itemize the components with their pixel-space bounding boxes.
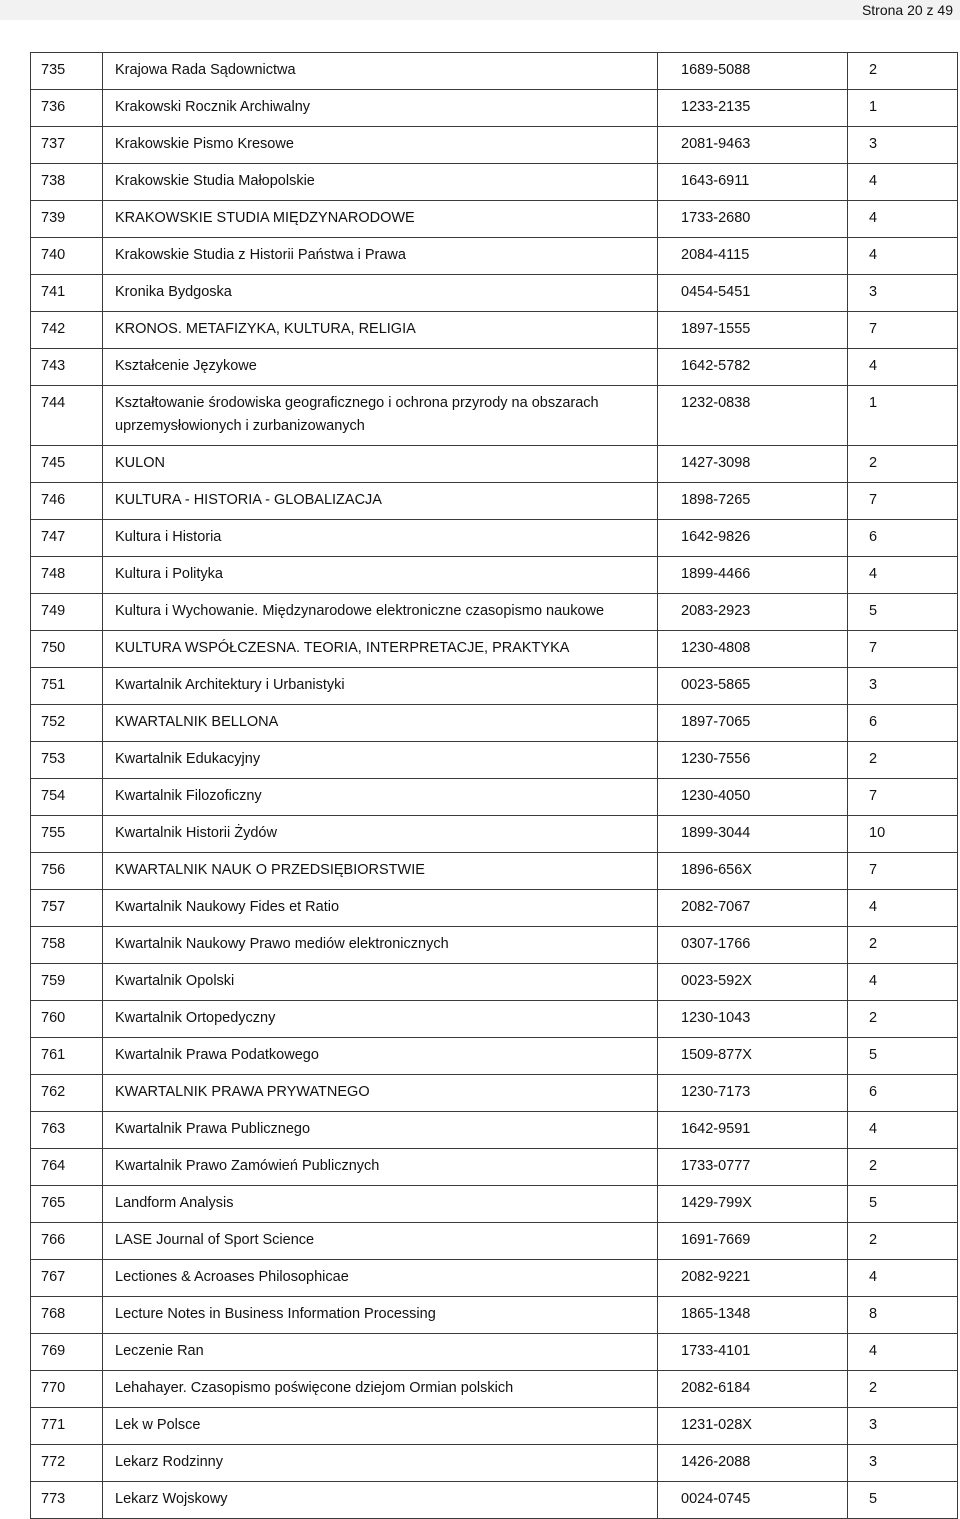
table-row [31, 1482, 958, 1519]
journal-title-cell: Kształcenie Językowe [103, 349, 658, 386]
points-cell: 2 [848, 446, 958, 483]
points-cell: 4 [848, 557, 958, 594]
points-cell: 5 [848, 1038, 958, 1075]
table-row [31, 1445, 958, 1482]
table-row [31, 1371, 958, 1408]
row-number-cell: 755 [31, 816, 103, 853]
issn-cell: 2082-9221 [658, 1260, 848, 1297]
journal-title-cell: Lek w Polsce [103, 1408, 658, 1445]
table-row [31, 127, 958, 164]
journal-title-cell: Kwartalnik Prawo Zamówień Publicznych [103, 1149, 658, 1186]
table-row [31, 1038, 958, 1075]
row-number-cell: 771 [31, 1408, 103, 1445]
issn-cell: 1733-0777 [658, 1149, 848, 1186]
journal-title-cell: KULTURA WSPÓŁCZESNA. TEORIA, INTERPRETACJE, PRAKTYKA [103, 631, 658, 668]
issn-cell: 1898-7265 [658, 483, 848, 520]
row-number-cell: 744 [31, 386, 103, 446]
issn-cell: 1230-1043 [658, 1001, 848, 1038]
issn-cell: 0307-1766 [658, 927, 848, 964]
issn-cell: 1230-4808 [658, 631, 848, 668]
row-number-cell: 745 [31, 446, 103, 483]
issn-cell: 1642-9591 [658, 1112, 848, 1149]
table-row [31, 164, 958, 201]
table-body [31, 53, 958, 1519]
points-cell: 10 [848, 816, 958, 853]
points-cell: 4 [848, 1112, 958, 1149]
points-cell: 2 [848, 742, 958, 779]
issn-cell: 1230-4050 [658, 779, 848, 816]
points-cell: 3 [848, 1445, 958, 1482]
points-cell: 2 [848, 1149, 958, 1186]
row-number-cell: 743 [31, 349, 103, 386]
row-number-cell: 746 [31, 483, 103, 520]
issn-cell: 1230-7556 [658, 742, 848, 779]
row-number-cell: 754 [31, 779, 103, 816]
row-number-cell: 739 [31, 201, 103, 238]
issn-cell: 0023-5865 [658, 668, 848, 705]
row-number-cell: 760 [31, 1001, 103, 1038]
journal-title-cell: Kwartalnik Architektury i Urbanistyki [103, 668, 658, 705]
issn-cell: 1643-6911 [658, 164, 848, 201]
points-cell: 8 [848, 1297, 958, 1334]
journal-title-cell: Krakowskie Studia Małopolskie [103, 164, 658, 201]
journal-title-cell: KULTURA - HISTORIA - GLOBALIZACJA [103, 483, 658, 520]
row-number-cell: 757 [31, 890, 103, 927]
row-number-cell: 748 [31, 557, 103, 594]
issn-cell: 1691-7669 [658, 1223, 848, 1260]
table-row [31, 238, 958, 275]
journal-title-cell: Kwartalnik Edukacyjny [103, 742, 658, 779]
row-number-cell: 772 [31, 1445, 103, 1482]
table-row [31, 927, 958, 964]
row-number-cell: 751 [31, 668, 103, 705]
table-row [31, 386, 958, 446]
journal-title-cell: Lehahayer. Czasopismo poświęcone dziejom Ormian polskich [103, 1371, 658, 1408]
table-row [31, 1149, 958, 1186]
points-cell: 5 [848, 1186, 958, 1223]
journal-title-cell: Lekarz Wojskowy [103, 1482, 658, 1519]
journal-title-cell: KWARTALNIK PRAWA PRYWATNEGO [103, 1075, 658, 1112]
issn-cell: 1897-1555 [658, 312, 848, 349]
journal-title-cell: Kultura i Historia [103, 520, 658, 557]
points-cell: 4 [848, 164, 958, 201]
row-number-cell: 747 [31, 520, 103, 557]
journal-title-cell: Kwartalnik Opolski [103, 964, 658, 1001]
row-number-cell: 770 [31, 1371, 103, 1408]
journal-title-cell: KRONOS. METAFIZYKA, KULTURA, RELIGIA [103, 312, 658, 349]
page-header [0, 0, 960, 20]
issn-cell: 1642-5782 [658, 349, 848, 386]
row-number-cell: 737 [31, 127, 103, 164]
journal-title-cell: Lectiones & Acroases Philosophicae [103, 1260, 658, 1297]
points-cell: 4 [848, 238, 958, 275]
table-row [31, 201, 958, 238]
journal-title-cell: Krakowski Rocznik Archiwalny [103, 90, 658, 127]
points-cell: 4 [848, 964, 958, 1001]
table-row [31, 964, 958, 1001]
table-row [31, 53, 958, 90]
row-number-cell: 762 [31, 1075, 103, 1112]
points-cell: 3 [848, 1408, 958, 1445]
points-cell: 6 [848, 705, 958, 742]
journal-title-cell: Kultura i Polityka [103, 557, 658, 594]
row-number-cell: 773 [31, 1482, 103, 1519]
table-row [31, 816, 958, 853]
points-cell: 3 [848, 275, 958, 312]
issn-cell: 1426-2088 [658, 1445, 848, 1482]
points-cell: 5 [848, 594, 958, 631]
issn-cell: 1899-4466 [658, 557, 848, 594]
issn-cell: 0023-592X [658, 964, 848, 1001]
row-number-cell: 756 [31, 853, 103, 890]
journal-table [30, 52, 958, 1519]
journal-title-cell: Kwartalnik Naukowy Fides et Ratio [103, 890, 658, 927]
points-cell: 1 [848, 386, 958, 446]
issn-cell: 1427-3098 [658, 446, 848, 483]
table-row [31, 520, 958, 557]
row-number-cell: 763 [31, 1112, 103, 1149]
points-cell: 5 [848, 1482, 958, 1519]
table-row [31, 1223, 958, 1260]
table-row [31, 483, 958, 520]
table-row [31, 1186, 958, 1223]
table-row [31, 1334, 958, 1371]
journal-title-cell: Kwartalnik Historii Żydów [103, 816, 658, 853]
row-number-cell: 761 [31, 1038, 103, 1075]
issn-cell: 1899-3044 [658, 816, 848, 853]
issn-cell: 1897-7065 [658, 705, 848, 742]
row-number-cell: 741 [31, 275, 103, 312]
row-number-cell: 740 [31, 238, 103, 275]
points-cell: 4 [848, 1334, 958, 1371]
journal-title-cell: Kultura i Wychowanie. Międzynarodowe elektroniczne czasopismo naukowe [103, 594, 658, 631]
table-row [31, 1297, 958, 1334]
points-cell: 2 [848, 1001, 958, 1038]
table-row [31, 1408, 958, 1445]
points-cell: 4 [848, 349, 958, 386]
table-row [31, 312, 958, 349]
issn-cell: 2082-6184 [658, 1371, 848, 1408]
issn-cell: 1230-7173 [658, 1075, 848, 1112]
table-row [31, 705, 958, 742]
issn-cell: 1733-2680 [658, 201, 848, 238]
points-cell: 7 [848, 312, 958, 349]
issn-cell: 2082-7067 [658, 890, 848, 927]
journal-title-cell: KWARTALNIK BELLONA [103, 705, 658, 742]
journal-title-cell: Leczenie Ran [103, 1334, 658, 1371]
table-row [31, 742, 958, 779]
row-number-cell: 742 [31, 312, 103, 349]
table-row [31, 349, 958, 386]
journal-title-cell: Kwartalnik Prawa Podatkowego [103, 1038, 658, 1075]
points-cell: 4 [848, 1260, 958, 1297]
points-cell: 3 [848, 127, 958, 164]
journal-title-cell: Krakowskie Pismo Kresowe [103, 127, 658, 164]
issn-cell: 1689-5088 [658, 53, 848, 90]
journal-title-cell: KULON [103, 446, 658, 483]
journal-title-cell: Kształtowanie środowiska geograficznego i ochrona przyrody na obszarach uprzemysłowionych i zurbanizowanych [103, 386, 658, 446]
journal-title-cell: Kwartalnik Prawa Publicznego [103, 1112, 658, 1149]
journal-title-cell: Kwartalnik Naukowy Prawo mediów elektronicznych [103, 927, 658, 964]
page-number: Strona 20 z 49 [861, 2, 953, 18]
table-row [31, 1260, 958, 1297]
journal-title-cell: Krajowa Rada Sądownictwa [103, 53, 658, 90]
row-number-cell: 758 [31, 927, 103, 964]
row-number-cell: 768 [31, 1297, 103, 1334]
table-row [31, 1112, 958, 1149]
issn-cell: 1642-9826 [658, 520, 848, 557]
issn-cell: 1733-4101 [658, 1334, 848, 1371]
journal-title-cell: Kwartalnik Filozoficzny [103, 779, 658, 816]
row-number-cell: 738 [31, 164, 103, 201]
issn-cell: 1231-028X [658, 1408, 848, 1445]
issn-cell: 2084-4115 [658, 238, 848, 275]
issn-cell: 0024-0745 [658, 1482, 848, 1519]
journal-title-cell: Kronika Bydgoska [103, 275, 658, 312]
table-row [31, 890, 958, 927]
table-row [31, 1001, 958, 1038]
row-number-cell: 769 [31, 1334, 103, 1371]
journal-title-cell: Kwartalnik Ortopedyczny [103, 1001, 658, 1038]
table-row [31, 275, 958, 312]
journal-title-cell: KWARTALNIK NAUK O PRZEDSIĘBIORSTWIE [103, 853, 658, 890]
points-cell: 7 [848, 483, 958, 520]
points-cell: 7 [848, 853, 958, 890]
points-cell: 6 [848, 520, 958, 557]
row-number-cell: 766 [31, 1223, 103, 1260]
row-number-cell: 736 [31, 90, 103, 127]
table-row [31, 668, 958, 705]
issn-cell: 1233-2135 [658, 90, 848, 127]
issn-cell: 2081-9463 [658, 127, 848, 164]
table-row [31, 1075, 958, 1112]
table-row [31, 853, 958, 890]
points-cell: 2 [848, 53, 958, 90]
row-number-cell: 752 [31, 705, 103, 742]
table-row [31, 557, 958, 594]
row-number-cell: 767 [31, 1260, 103, 1297]
row-number-cell: 750 [31, 631, 103, 668]
issn-cell: 0454-5451 [658, 275, 848, 312]
table-row [31, 90, 958, 127]
row-number-cell: 735 [31, 53, 103, 90]
table-row [31, 594, 958, 631]
journal-title-cell: LASE Journal of Sport Science [103, 1223, 658, 1260]
points-cell: 2 [848, 927, 958, 964]
points-cell: 7 [848, 779, 958, 816]
row-number-cell: 765 [31, 1186, 103, 1223]
issn-cell: 1509-877X [658, 1038, 848, 1075]
points-cell: 6 [848, 1075, 958, 1112]
points-cell: 3 [848, 668, 958, 705]
table-row [31, 779, 958, 816]
points-cell: 1 [848, 90, 958, 127]
journal-title-cell: Lekarz Rodzinny [103, 1445, 658, 1482]
row-number-cell: 764 [31, 1149, 103, 1186]
points-cell: 7 [848, 631, 958, 668]
issn-cell: 1232-0838 [658, 386, 848, 446]
table-row [31, 446, 958, 483]
issn-cell: 2083-2923 [658, 594, 848, 631]
points-cell: 2 [848, 1223, 958, 1260]
row-number-cell: 749 [31, 594, 103, 631]
journal-title-cell: Landform Analysis [103, 1186, 658, 1223]
row-number-cell: 759 [31, 964, 103, 1001]
points-cell: 2 [848, 1371, 958, 1408]
table-row [31, 631, 958, 668]
journal-title-cell: Krakowskie Studia z Historii Państwa i Prawa [103, 238, 658, 275]
journal-title-cell: Lecture Notes in Business Information Processing [103, 1297, 658, 1334]
issn-cell: 1429-799X [658, 1186, 848, 1223]
journal-title-cell: KRAKOWSKIE STUDIA MIĘDZYNARODOWE [103, 201, 658, 238]
row-number-cell: 753 [31, 742, 103, 779]
issn-cell: 1865-1348 [658, 1297, 848, 1334]
points-cell: 4 [848, 201, 958, 238]
points-cell: 4 [848, 890, 958, 927]
issn-cell: 1896-656X [658, 853, 848, 890]
